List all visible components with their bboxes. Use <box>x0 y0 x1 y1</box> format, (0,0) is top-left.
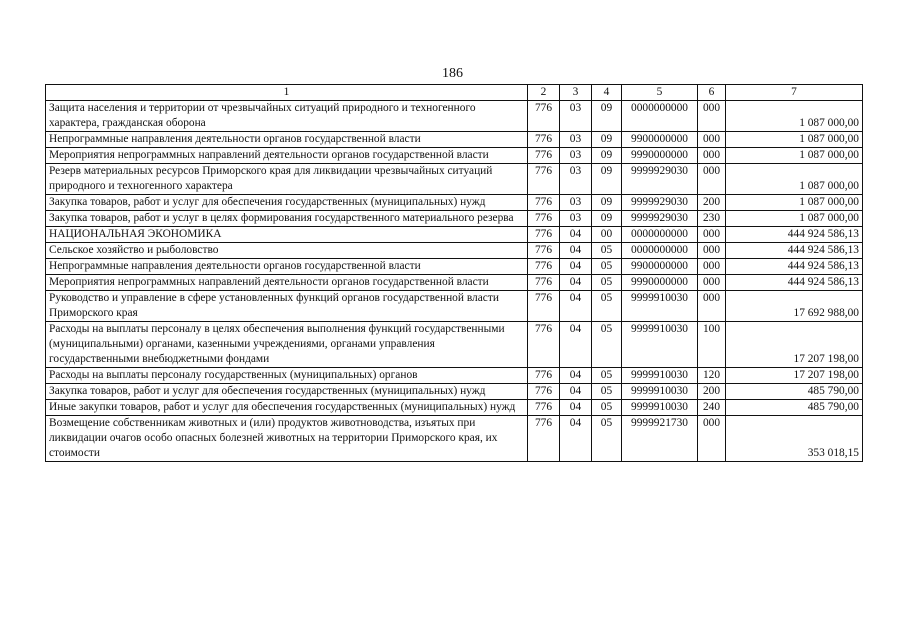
row-description: Иные закупки товаров, работ и услуг для обеспечения государственных (муниципальных) нужд <box>46 400 528 416</box>
row-code-subsection: 05 <box>592 275 622 291</box>
table-row <box>46 211 863 227</box>
row-description: Закупка товаров, работ и услуг для обеспечения государственных (муниципальных) нужд <box>46 384 528 400</box>
row-description: Расходы на выплаты персоналу государственных (муниципальных) органов <box>46 368 528 384</box>
row-code-subsection: 05 <box>592 322 622 368</box>
row-code-expense-type: 000 <box>698 227 726 243</box>
row-code-ministry: 776 <box>528 101 560 132</box>
row-code-expense-type: 200 <box>698 195 726 211</box>
row-amount: 1 087 000,00 <box>726 101 863 132</box>
row-code-subsection: 05 <box>592 291 622 322</box>
table-row <box>46 416 863 462</box>
row-code-ministry: 776 <box>528 275 560 291</box>
row-amount: 485 790,00 <box>726 400 863 416</box>
row-code-section: 04 <box>560 400 592 416</box>
row-code-expense-type: 240 <box>698 400 726 416</box>
row-code-ministry: 776 <box>528 211 560 227</box>
row-code-ministry: 776 <box>528 227 560 243</box>
row-code-target: 9999910030 <box>622 400 698 416</box>
column-header: 4 <box>592 85 622 101</box>
table-row <box>46 368 863 384</box>
row-code-target: 9990000000 <box>622 148 698 164</box>
row-amount: 485 790,00 <box>726 384 863 400</box>
row-code-section: 03 <box>560 132 592 148</box>
column-header: 1 <box>46 85 528 101</box>
row-amount: 1 087 000,00 <box>726 211 863 227</box>
row-code-section: 03 <box>560 211 592 227</box>
row-description: Мероприятия непрограммных направлений деятельности органов государственной власти <box>46 275 528 291</box>
row-amount: 17 207 198,00 <box>726 368 863 384</box>
row-code-expense-type: 000 <box>698 132 726 148</box>
row-code-subsection: 09 <box>592 195 622 211</box>
row-code-section: 04 <box>560 384 592 400</box>
row-code-target: 9900000000 <box>622 259 698 275</box>
table-row <box>46 322 863 368</box>
row-code-section: 04 <box>560 322 592 368</box>
row-code-expense-type: 120 <box>698 368 726 384</box>
column-header: 7 <box>726 85 863 101</box>
row-code-section: 03 <box>560 101 592 132</box>
row-amount: 444 924 586,13 <box>726 243 863 259</box>
row-code-subsection: 00 <box>592 227 622 243</box>
row-code-section: 03 <box>560 148 592 164</box>
row-description: Расходы на выплаты персоналу в целях обеспечения выполнения функций государственными (муниципальными) органами, казенными учреждениями, органами управления государственными внебюджетными фондами <box>46 322 528 368</box>
row-description: Сельское хозяйство и рыболовство <box>46 243 528 259</box>
table-row <box>46 400 863 416</box>
row-code-ministry: 776 <box>528 164 560 195</box>
row-code-expense-type: 000 <box>698 243 726 259</box>
row-description: НАЦИОНАЛЬНАЯ ЭКОНОМИКА <box>46 227 528 243</box>
row-code-expense-type: 000 <box>698 275 726 291</box>
table-row <box>46 291 863 322</box>
table-row <box>46 243 863 259</box>
row-code-expense-type: 000 <box>698 101 726 132</box>
row-code-target: 0000000000 <box>622 227 698 243</box>
row-description: Защита населения и территории от чрезвычайных ситуаций природного и техногенного характера, гражданская оборона <box>46 101 528 132</box>
column-header: 6 <box>698 85 726 101</box>
row-description: Закупка товаров, работ и услуг в целях формирования государственного материального резерва <box>46 211 528 227</box>
row-code-subsection: 05 <box>592 243 622 259</box>
row-code-subsection: 05 <box>592 416 622 462</box>
row-code-target: 9900000000 <box>622 132 698 148</box>
header-row <box>46 85 863 101</box>
row-amount: 353 018,15 <box>726 416 863 462</box>
row-code-expense-type: 000 <box>698 164 726 195</box>
row-code-ministry: 776 <box>528 132 560 148</box>
row-amount: 1 087 000,00 <box>726 132 863 148</box>
row-amount: 444 924 586,13 <box>726 259 863 275</box>
row-code-section: 04 <box>560 291 592 322</box>
row-code-ministry: 776 <box>528 416 560 462</box>
row-code-section: 04 <box>560 416 592 462</box>
row-code-ministry: 776 <box>528 400 560 416</box>
row-code-subsection: 05 <box>592 384 622 400</box>
row-code-expense-type: 000 <box>698 148 726 164</box>
row-code-target: 9999929030 <box>622 195 698 211</box>
row-code-ministry: 776 <box>528 259 560 275</box>
row-code-subsection: 05 <box>592 400 622 416</box>
table-row <box>46 275 863 291</box>
row-description: Резерв материальных ресурсов Приморского края для ликвидации чрезвычайных ситуаций природного и техногенного характера <box>46 164 528 195</box>
row-code-section: 04 <box>560 368 592 384</box>
row-code-expense-type: 000 <box>698 416 726 462</box>
row-code-section: 04 <box>560 275 592 291</box>
row-description: Мероприятия непрограммных направлений деятельности органов государственной власти <box>46 148 528 164</box>
row-code-expense-type: 230 <box>698 211 726 227</box>
row-code-section: 03 <box>560 164 592 195</box>
row-amount: 444 924 586,13 <box>726 227 863 243</box>
table-row <box>46 227 863 243</box>
row-amount: 1 087 000,00 <box>726 148 863 164</box>
row-code-section: 04 <box>560 259 592 275</box>
row-code-subsection: 09 <box>592 164 622 195</box>
row-code-target: 9999929030 <box>622 164 698 195</box>
row-code-ministry: 776 <box>528 243 560 259</box>
row-code-subsection: 05 <box>592 259 622 275</box>
row-code-target: 9999921730 <box>622 416 698 462</box>
row-code-section: 03 <box>560 195 592 211</box>
row-code-subsection: 09 <box>592 211 622 227</box>
row-description: Руководство и управление в сфере установленных функций органов государственной власти Приморского края <box>46 291 528 322</box>
budget-table <box>45 84 863 462</box>
row-code-ministry: 776 <box>528 148 560 164</box>
row-code-target: 9999910030 <box>622 322 698 368</box>
table-row <box>46 195 863 211</box>
table-row <box>46 164 863 195</box>
row-code-target: 0000000000 <box>622 243 698 259</box>
row-code-section: 04 <box>560 227 592 243</box>
row-code-target: 0000000000 <box>622 101 698 132</box>
row-code-expense-type: 000 <box>698 291 726 322</box>
row-description: Закупка товаров, работ и услуг для обеспечения государственных (муниципальных) нужд <box>46 195 528 211</box>
row-code-ministry: 776 <box>528 291 560 322</box>
row-amount: 17 207 198,00 <box>726 322 863 368</box>
row-amount: 1 087 000,00 <box>726 195 863 211</box>
row-code-ministry: 776 <box>528 322 560 368</box>
row-description: Непрограммные направления деятельности органов государственной власти <box>46 132 528 148</box>
row-code-subsection: 09 <box>592 101 622 132</box>
column-header: 2 <box>528 85 560 101</box>
row-amount: 444 924 586,13 <box>726 275 863 291</box>
column-header: 3 <box>560 85 592 101</box>
row-code-subsection: 09 <box>592 132 622 148</box>
row-code-ministry: 776 <box>528 368 560 384</box>
row-code-expense-type: 000 <box>698 259 726 275</box>
row-amount: 1 087 000,00 <box>726 164 863 195</box>
row-code-subsection: 05 <box>592 368 622 384</box>
table-body <box>46 101 863 462</box>
page-number: 186 <box>442 66 463 81</box>
row-code-section: 04 <box>560 243 592 259</box>
row-code-target: 9999910030 <box>622 368 698 384</box>
row-description: Возмещение собственникам животных и (или) продуктов животноводства, изъятых при ликвидации очагов особо опасных болезней животных на территории Приморского края, их стоимости <box>46 416 528 462</box>
row-code-expense-type: 100 <box>698 322 726 368</box>
row-code-target: 9999929030 <box>622 211 698 227</box>
table-row <box>46 148 863 164</box>
table-row <box>46 101 863 132</box>
table-row <box>46 132 863 148</box>
table-row <box>46 384 863 400</box>
row-amount: 17 692 988,00 <box>726 291 863 322</box>
table-row <box>46 259 863 275</box>
row-code-target: 9999910030 <box>622 384 698 400</box>
row-code-subsection: 09 <box>592 148 622 164</box>
row-code-target: 9990000000 <box>622 275 698 291</box>
row-description: Непрограммные направления деятельности органов государственной власти <box>46 259 528 275</box>
row-code-ministry: 776 <box>528 384 560 400</box>
row-code-expense-type: 200 <box>698 384 726 400</box>
row-code-ministry: 776 <box>528 195 560 211</box>
column-header: 5 <box>622 85 698 101</box>
row-code-target: 9999910030 <box>622 291 698 322</box>
